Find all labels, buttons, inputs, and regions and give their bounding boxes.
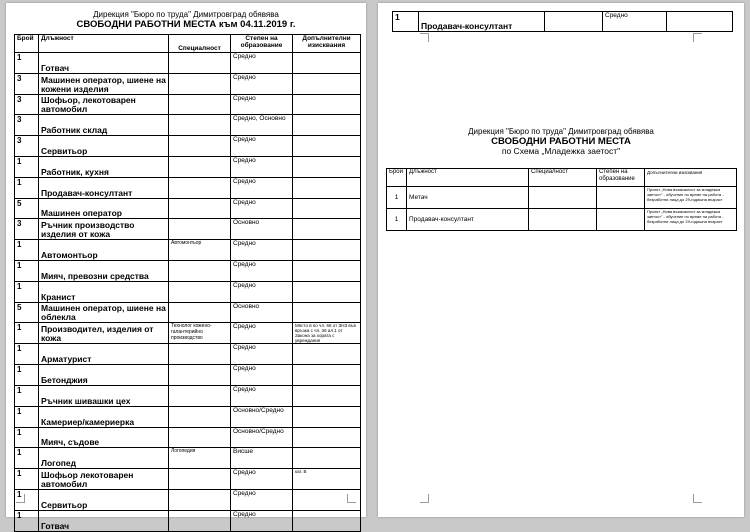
row-specialty — [169, 302, 231, 323]
row-education: Средно — [231, 94, 293, 115]
row-count: 1 — [15, 260, 39, 281]
crop-mark — [420, 33, 429, 42]
col-header-position: Длъжност — [39, 35, 169, 53]
row-education: Средно — [231, 385, 293, 406]
row-specialty — [529, 187, 597, 209]
col-header-count: Брой — [387, 169, 407, 187]
row-extra — [293, 260, 361, 281]
table-row — [15, 260, 361, 281]
table-row — [15, 489, 361, 510]
table-row — [387, 209, 737, 231]
row-education — [597, 209, 645, 231]
row-count: 1 — [15, 156, 39, 177]
row-education: Средно — [231, 469, 293, 490]
row-extra — [293, 219, 361, 240]
table-row — [387, 187, 737, 209]
row-extra — [293, 198, 361, 219]
row-extra — [293, 302, 361, 323]
row-position: Мияч, превозни средства — [39, 260, 169, 281]
row-education: Основно/Средно — [231, 406, 293, 427]
carry-count: 1 — [393, 12, 419, 32]
row-extra — [293, 240, 361, 261]
table-row — [15, 219, 361, 240]
row-extra — [293, 177, 361, 198]
carry-position: Продавач-консултант — [419, 12, 545, 32]
row-position: Работник, кухня — [39, 156, 169, 177]
row-extra: кат. В — [293, 469, 361, 490]
row-count: 5 — [15, 198, 39, 219]
page2-header-line: Дирекция "Бюро по труда" Димитровград обявява — [468, 127, 654, 136]
row-count: 1 — [15, 323, 39, 344]
row-position: Метач — [407, 187, 529, 209]
table-row — [15, 53, 361, 74]
row-education: Основно — [231, 219, 293, 240]
row-extra — [293, 448, 361, 469]
page2-title: СВОБОДНИ РАБОТНИ МЕСТА — [491, 136, 631, 147]
youth-vacancies-table — [386, 168, 737, 231]
row-education: Средно — [231, 365, 293, 386]
table-row — [15, 302, 361, 323]
carry-specialty — [545, 12, 603, 32]
row-specialty — [169, 469, 231, 490]
table-row — [393, 12, 733, 32]
table-row — [15, 510, 361, 531]
row-specialty — [169, 53, 231, 74]
table-row — [15, 281, 361, 302]
document-page-2 — [378, 3, 744, 517]
row-specialty — [169, 427, 231, 448]
table-row — [15, 240, 361, 261]
row-count: 1 — [15, 469, 39, 490]
table-row — [15, 177, 361, 198]
col-header-specialty: Специалност — [529, 169, 597, 187]
carry-over-table — [392, 11, 733, 32]
row-education: Средно — [231, 73, 293, 94]
row-position: Машинен оператор — [39, 198, 169, 219]
row-education: Средно, Основно — [231, 115, 293, 136]
row-position: Работник склад — [39, 115, 169, 136]
row-position: Машинен оператор, шиене на облекла — [39, 302, 169, 323]
row-extra: Място в по чл. 66 от ЗНЗ във връзка с чл. 36 ал.1 от Закона за хората с увреждания — [293, 323, 361, 344]
row-extra — [293, 406, 361, 427]
row-education — [597, 187, 645, 209]
row-position: Кранист — [39, 281, 169, 302]
row-count: 1 — [15, 240, 39, 261]
row-specialty — [169, 281, 231, 302]
row-position: Шофьор, лекотоварен автомобил — [39, 94, 169, 115]
row-count: 3 — [15, 115, 39, 136]
table-row — [15, 94, 361, 115]
row-education: Средно — [231, 136, 293, 157]
row-education: Средно — [231, 198, 293, 219]
row-extra — [293, 385, 361, 406]
row-extra — [293, 94, 361, 115]
row-count: 1 — [15, 53, 39, 74]
row-count: 1 — [15, 448, 39, 469]
row-count: 1 — [15, 344, 39, 365]
row-count: 3 — [15, 73, 39, 94]
table-row — [15, 406, 361, 427]
col-header-position: Длъжност — [407, 169, 529, 187]
row-position: Ръчник производство изделия от кожа — [39, 219, 169, 240]
row-count: 1 — [15, 365, 39, 386]
page1-header-line: Дирекция "Бюро по труда" Димитровград обявява — [93, 10, 279, 19]
row-specialty — [169, 406, 231, 427]
row-specialty: Автомонтьор — [169, 240, 231, 261]
vacancies-table — [14, 34, 361, 532]
row-position: Готвач — [39, 53, 169, 74]
page2-subtitle: по Схема „Младежка заетост" — [501, 146, 621, 156]
row-position: Сервитьор — [39, 136, 169, 157]
table-row — [15, 365, 361, 386]
table-row — [15, 469, 361, 490]
table-header-row — [15, 35, 361, 53]
row-specialty: Логопедия — [169, 448, 231, 469]
row-extra — [293, 510, 361, 531]
table-row — [15, 448, 361, 469]
row-position: Машинен оператор, шиене на кожени изделия — [39, 73, 169, 94]
table-row — [15, 385, 361, 406]
row-education: Средно — [231, 240, 293, 261]
row-position: Ръчник шивашки цех — [39, 385, 169, 406]
table-row — [15, 156, 361, 177]
row-specialty — [169, 219, 231, 240]
document-page-1 — [6, 3, 366, 531]
row-position: Логопед — [39, 448, 169, 469]
row-education: Средно — [231, 489, 293, 510]
crop-mark — [693, 33, 702, 42]
carry-education: Средно — [603, 12, 667, 32]
row-education: Основно — [231, 302, 293, 323]
row-extra — [293, 281, 361, 302]
col-header-education: Степен на образование — [597, 169, 645, 187]
row-count: 1 — [387, 187, 407, 209]
row-count: 1 — [15, 510, 39, 531]
row-extra — [293, 427, 361, 448]
row-specialty — [169, 510, 231, 531]
row-specialty — [169, 198, 231, 219]
row-extra — [293, 73, 361, 94]
crop-mark — [420, 494, 429, 503]
row-education: Средно — [231, 323, 293, 344]
row-specialty — [169, 260, 231, 281]
row-count: 1 — [15, 281, 39, 302]
table-row — [15, 323, 361, 344]
row-education: Средно — [231, 510, 293, 531]
row-specialty — [169, 385, 231, 406]
page1-title: СВОБОДНИ РАБОТНИ МЕСТА към 04.11.2019 г. — [76, 19, 296, 30]
row-education: Средно — [231, 156, 293, 177]
row-education: Висше — [231, 448, 293, 469]
row-extra — [293, 156, 361, 177]
vacancies-table-body — [15, 53, 361, 532]
table-row — [15, 73, 361, 94]
row-count: 1 — [15, 406, 39, 427]
col-header-extra: Допълнителни изисквания — [293, 35, 361, 53]
row-education: Средно — [231, 344, 293, 365]
youth-table-body — [387, 187, 737, 231]
row-extra: Проект „Нова възможност за младежка заетост" - обучение по време на работа - безработни лица до 29-годишна възраст — [645, 187, 737, 209]
col-header-extra: Допълнителни изисквания — [645, 169, 737, 187]
row-extra: Проект „Нова възможност за младежка заетост" - обучение по време на работа - безработни лица до 29-годишна възраст — [645, 209, 737, 231]
row-education: Средно — [231, 281, 293, 302]
row-extra — [293, 344, 361, 365]
table-row — [15, 136, 361, 157]
row-extra — [293, 136, 361, 157]
row-count: 3 — [15, 94, 39, 115]
row-position: Продавач-консултант — [39, 177, 169, 198]
table-row — [15, 344, 361, 365]
col-header-education: Степен на образование — [231, 35, 293, 53]
row-specialty — [169, 73, 231, 94]
crop-mark — [16, 494, 25, 503]
row-position: Производител, изделия от кожа — [39, 323, 169, 344]
carry-extra — [667, 12, 733, 32]
row-specialty — [169, 177, 231, 198]
row-education: Средно — [231, 177, 293, 198]
row-extra — [293, 115, 361, 136]
table-row — [15, 198, 361, 219]
row-specialty — [169, 115, 231, 136]
row-position: Бетонджия — [39, 365, 169, 386]
row-position: Автомонтьор — [39, 240, 169, 261]
row-specialty — [169, 94, 231, 115]
row-count: 1 — [15, 177, 39, 198]
row-position: Сервитьор — [39, 489, 169, 510]
row-count: 1 — [15, 385, 39, 406]
row-position: Продавач-консултант — [407, 209, 529, 231]
row-education: Основно/Средно — [231, 427, 293, 448]
row-extra — [293, 53, 361, 74]
row-count: 1 — [15, 489, 39, 510]
row-specialty — [169, 156, 231, 177]
crop-mark — [347, 494, 356, 503]
row-position: Камериер/камериерка — [39, 406, 169, 427]
row-specialty — [169, 136, 231, 157]
page1-header — [6, 10, 366, 30]
row-position: Арматурист — [39, 344, 169, 365]
row-specialty — [169, 344, 231, 365]
row-position: Мияч, съдове — [39, 427, 169, 448]
row-extra — [293, 365, 361, 386]
row-count: 1 — [15, 427, 39, 448]
row-specialty — [169, 365, 231, 386]
row-education: Средно — [231, 53, 293, 74]
row-specialty — [169, 489, 231, 510]
row-position: Шофьор лекотоварен автомобил — [39, 469, 169, 490]
row-count: 3 — [15, 219, 39, 240]
table-row — [15, 427, 361, 448]
row-count: 1 — [387, 209, 407, 231]
crop-mark — [693, 494, 702, 503]
col-header-specialty: Специалност — [169, 35, 231, 53]
row-education: Средно — [231, 260, 293, 281]
row-specialty: Технолог кожено-галантерийно производство — [169, 323, 231, 344]
row-count: 5 — [15, 302, 39, 323]
col-header-count: Брой — [15, 35, 39, 53]
page2-header — [378, 127, 744, 156]
row-specialty — [529, 209, 597, 231]
row-position: Готвач — [39, 510, 169, 531]
table-row — [15, 115, 361, 136]
table-header-row — [387, 169, 737, 187]
row-count: 3 — [15, 136, 39, 157]
